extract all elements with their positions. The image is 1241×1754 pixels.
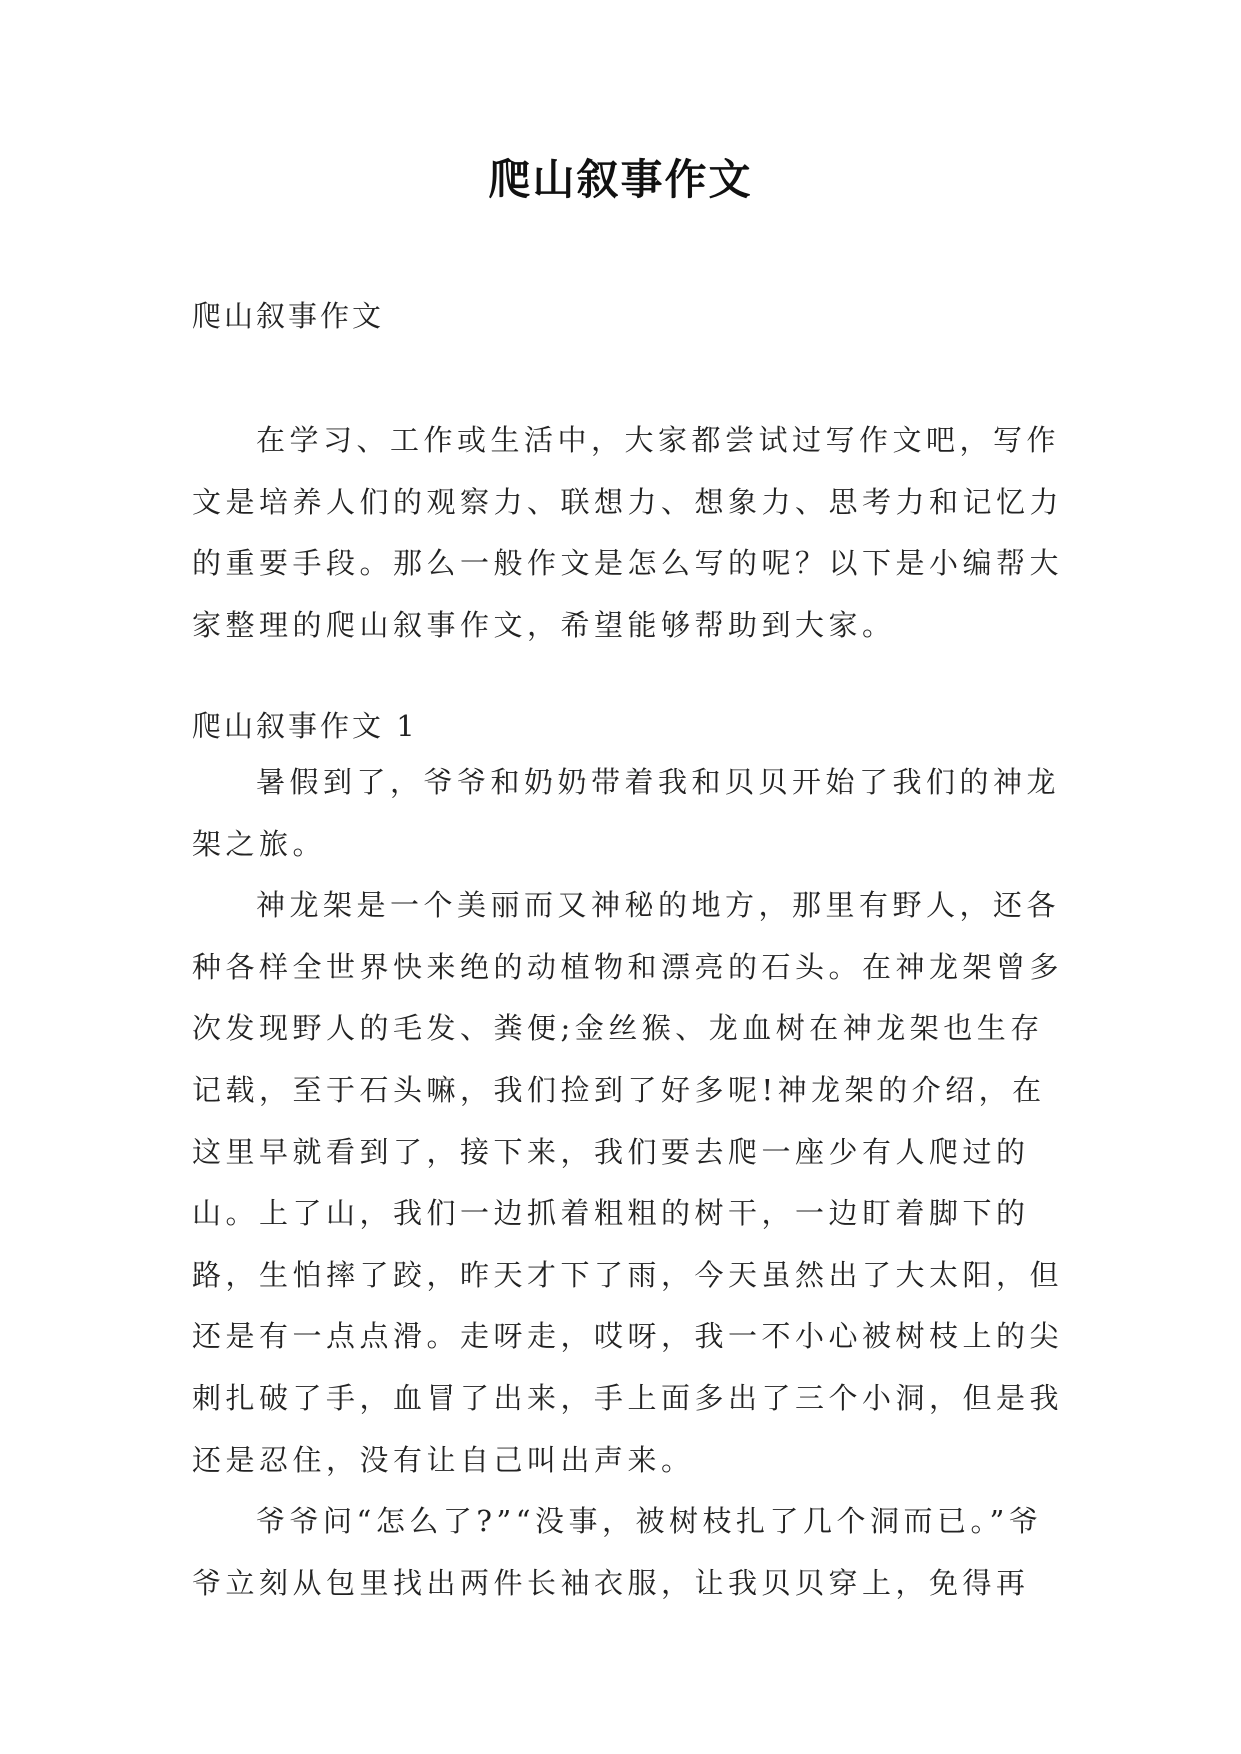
document-subtitle: 爬山叙事作文 [192, 299, 385, 333]
section-heading: 爬山叙事作文 1 [192, 709, 418, 743]
essay-paragraph: 暑假到了，爷爷和奶奶带着我和贝贝开始了我们的神龙架之旅。 [192, 765, 1061, 861]
intro-paragraph: 在学习、工作或生活中，大家都尝试过写作文吧，写作文是培养人们的观察力、联想力、想象力、思考力和记忆力的重要手段。那么一般作文是怎么写的呢？以下是小编帮大家整理的爬山叙事作文，希望能够帮助到大家。 [192, 423, 1064, 642]
document-title: 爬山叙事作文 [488, 155, 753, 204]
essay-body [192, 752, 1072, 1614]
essay-paragraph: 神龙架是一个美丽而又神秘的地方，那里有野人，还各种各样全世界快来绝的动植物和漂亮的石头。在神龙架曾多次发现野人的毛发、粪便;金丝猴、龙血树在神龙架也生存记载，至于石头嘛，我们捡到了好多呢!神龙架的介绍，在这里早就看到了，接下来，我们要去爬一座少有人爬过的山。上了山，我们一边抓着粗粗的树干，一边盯着脚下的路，生怕摔了跤，昨天才下了雨，今天虽然出了大太阳，但还是有一点点滑。走呀走，哎呀，我一不小心被树枝上的尖刺扎破了手，血冒了出来，手上面多出了三个小洞，但是我还是忍住，没有让自己叫出声来。 [192, 888, 1064, 1477]
essay-paragraph: 爷爷问“怎么了?”“没事，被树枝扎了几个洞而已。”爷爷立刻从包里找出两件长袖衣服，让我贝贝穿上，免得再 [192, 1504, 1043, 1600]
